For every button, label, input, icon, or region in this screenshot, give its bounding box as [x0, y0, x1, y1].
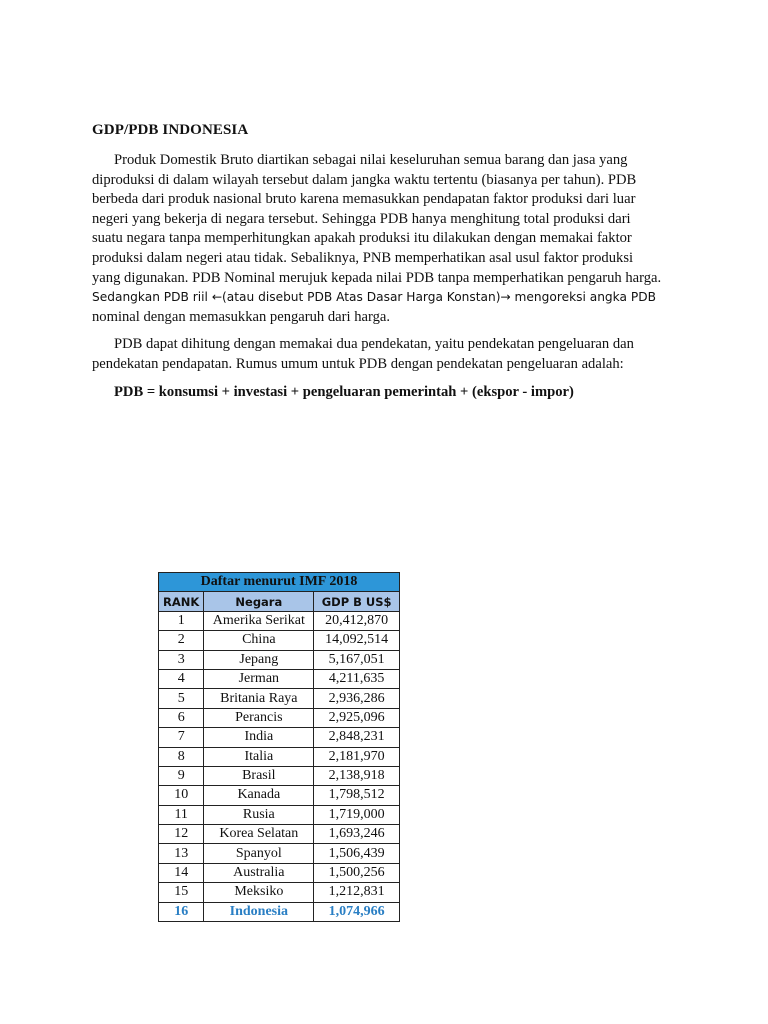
table-cell-rank: 8	[159, 747, 204, 766]
table-cell-gdp: 1,074,966	[314, 902, 400, 921]
table-cell-rank: 7	[159, 728, 204, 747]
gdp-ranking-table	[158, 572, 400, 922]
table-cell-rank: 1	[159, 611, 204, 630]
table-cell-country: India	[204, 728, 314, 747]
table-cell-rank: 14	[159, 863, 204, 882]
table-row	[159, 825, 400, 844]
table-cell-rank: 15	[159, 883, 204, 902]
table-row	[159, 902, 400, 921]
table-row	[159, 611, 400, 630]
table-header-gdp: GDP B US$	[314, 592, 400, 611]
table-cell-gdp: 1,506,439	[314, 844, 400, 863]
table-cell-country: Australia	[204, 863, 314, 882]
table-cell-country: Spanyol	[204, 844, 314, 863]
table-cell-country: Rusia	[204, 805, 314, 824]
table-caption: Daftar menurut IMF 2018	[159, 573, 400, 592]
table-cell-country: Italia	[204, 747, 314, 766]
paragraph-line: pendekatan pendapatan. Rumus umum untuk PDB dengan pendekatan pengeluaran adalah:	[92, 355, 624, 372]
table-cell-country: Jerman	[204, 669, 314, 688]
table-row	[159, 650, 400, 669]
table-cell-rank: 5	[159, 689, 204, 708]
table-cell-gdp: 5,167,051	[314, 650, 400, 669]
table-cell-gdp: 1,798,512	[314, 786, 400, 805]
table-cell-country: Kanada	[204, 786, 314, 805]
paragraph-line: suatu negara tanpa memperhitungkan apakah produksi itu dilakukan dengan memakai faktor	[92, 230, 632, 247]
table-cell-country: Jepang	[204, 650, 314, 669]
table-cell-rank: 13	[159, 844, 204, 863]
table-cell-country: Meksiko	[204, 883, 314, 902]
table-cell-gdp: 2,848,231	[314, 728, 400, 747]
table-cell-gdp: 1,719,000	[314, 805, 400, 824]
table-row	[159, 766, 400, 785]
table-row	[159, 631, 400, 650]
table-header-country: Negara	[204, 592, 314, 611]
table-cell-country: Korea Selatan	[204, 825, 314, 844]
table-cell-rank: 16	[159, 902, 204, 921]
table-cell-rank: 10	[159, 786, 204, 805]
table-cell-country: Perancis	[204, 708, 314, 727]
table-body	[159, 611, 400, 921]
paragraph-line: negeri yang bekerja di negara tersebut. Sehingga PDB hanya menghitung total produksi dari	[92, 210, 631, 227]
table-cell-rank: 2	[159, 631, 204, 650]
table-row	[159, 669, 400, 688]
table-cell-rank: 4	[159, 669, 204, 688]
table-header-rank: RANK	[159, 592, 204, 611]
table-row	[159, 805, 400, 824]
paragraph-line: nominal dengan memasukkan pengaruh dari harga.	[92, 308, 390, 325]
table-cell-rank: 3	[159, 650, 204, 669]
table-row	[159, 728, 400, 747]
paragraph-line: Sedangkan PDB riil ←(atau disebut PDB Atas Dasar Harga Konstan)→ mengoreksi angka PDB	[92, 290, 656, 305]
table-cell-gdp: 2,181,970	[314, 747, 400, 766]
paragraph-line: diproduksi di dalam wilayah tersebut dalam jangka waktu tertentu (biasanya per tahun). PDB	[92, 171, 637, 188]
table-cell-country: China	[204, 631, 314, 650]
paragraph-line: Produk Domestik Bruto diartikan sebagai nilai keseluruhan semua barang dan jasa yang	[114, 152, 628, 168]
paragraph-line: produksi dalam negeri atau tidak. Sebaliknya, PNB memperhatikan asal usul faktor produksi	[92, 249, 634, 266]
table-cell-gdp: 1,212,831	[314, 883, 400, 902]
table-cell-country: Amerika Serikat	[204, 611, 314, 630]
table-cell-rank: 9	[159, 766, 204, 785]
paragraph-line: PDB dapat dihitung dengan memakai dua pendekatan, yaitu pendekatan pengeluaran dan	[114, 336, 634, 352]
table-row	[159, 708, 400, 727]
table-cell-gdp: 1,500,256	[314, 863, 400, 882]
table-row	[159, 863, 400, 882]
table-cell-gdp: 14,092,514	[314, 631, 400, 650]
table-row	[159, 747, 400, 766]
paragraph-gdp-definition	[92, 151, 692, 327]
table-cell-country: Britania Raya	[204, 689, 314, 708]
table-cell-rank: 11	[159, 805, 204, 824]
table-cell-gdp: 2,936,286	[314, 689, 400, 708]
gdp-formula: PDB = konsumsi + investasi + pengeluaran pemerintah + (ekspor - impor)	[114, 384, 574, 400]
table-cell-country: Indonesia	[204, 902, 314, 921]
table-cell-gdp: 2,925,096	[314, 708, 400, 727]
paragraph-line: berbeda dari produk nasional bruto karena memasukkan pendapatan faktor produksi dari luar	[92, 191, 636, 208]
table-row	[159, 689, 400, 708]
paragraph-line: yang digunakan. PDB Nominal merujuk kepada nilai PDB tanpa memperhatikan pengaruh harga.	[92, 269, 662, 286]
table-cell-rank: 12	[159, 825, 204, 844]
table-cell-rank: 6	[159, 708, 204, 727]
table-cell-country: Brasil	[204, 766, 314, 785]
table-row	[159, 883, 400, 902]
table-row	[159, 786, 400, 805]
table-row	[159, 844, 400, 863]
table-cell-gdp: 4,211,635	[314, 669, 400, 688]
table-cell-gdp: 20,412,870	[314, 611, 400, 630]
table-cell-gdp: 2,138,918	[314, 766, 400, 785]
page-title: GDP/PDB INDONESIA	[92, 122, 249, 138]
table-cell-gdp: 1,693,246	[314, 825, 400, 844]
paragraph-gdp-calculation	[92, 335, 692, 374]
